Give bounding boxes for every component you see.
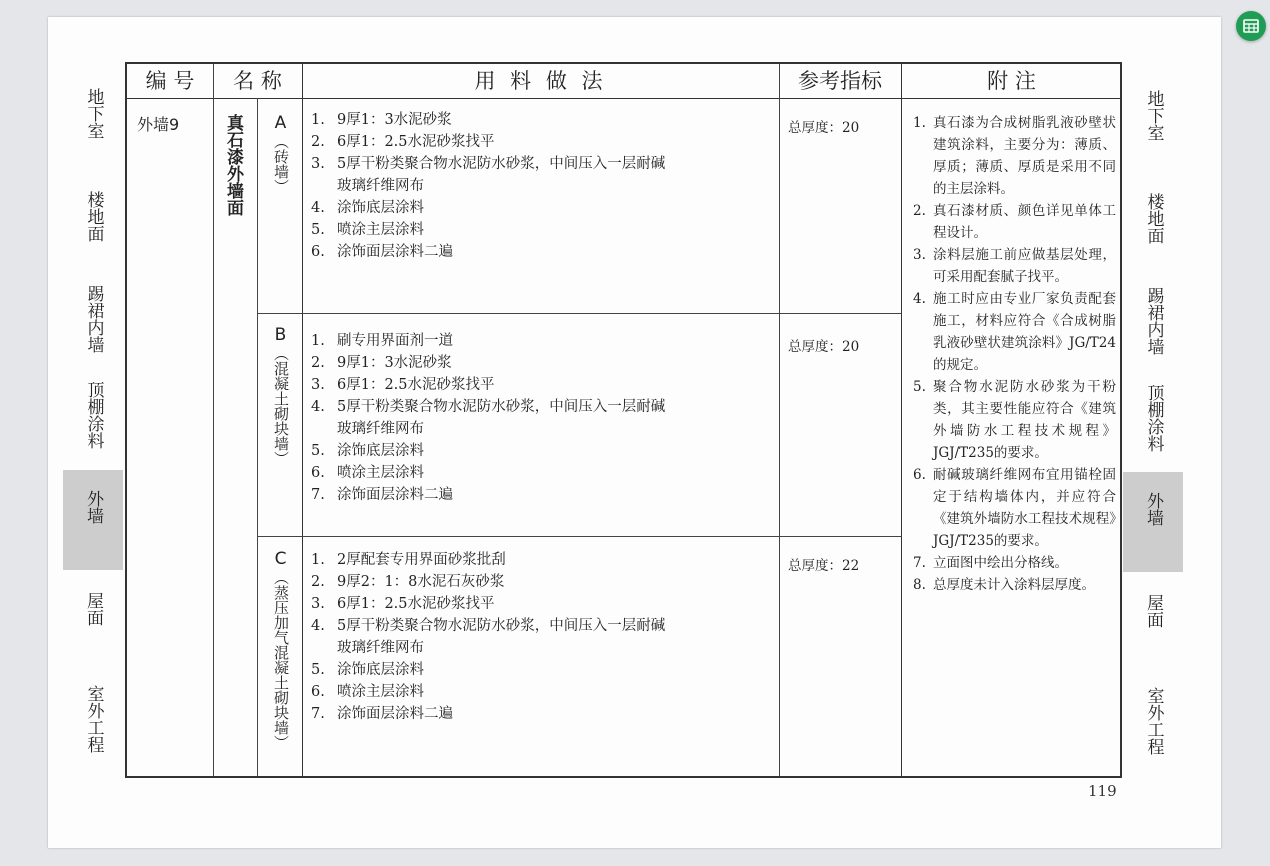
side-tab-basement[interactable]: 地下室: [83, 88, 104, 139]
side-tab-skirting-interior-wall[interactable]: 踢裙内墙: [1143, 287, 1164, 355]
list-item: 3. 6厚1：2.5水泥砂浆找平: [311, 377, 495, 393]
note-item: 6. 耐碱玻璃纤维网布宜用锚栓固定于结构墙体内，并应符合《建筑外墙防水工程技术规程》JGJ/T235的要求。: [913, 467, 1116, 549]
notes-list: [911, 112, 1116, 596]
variant-c: [259, 548, 302, 754]
note-item: 4. 施工时应由专业厂家负责配套施工，材料应符合《合成树脂乳液砂壁状建筑涂料》JG/T24的规定。: [913, 291, 1116, 373]
variant-label: （蒸压加气混凝土砌块墙）: [272, 570, 290, 750]
side-tab-skirting-interior-wall[interactable]: 踢裙内墙: [83, 285, 104, 353]
col-divider: [901, 64, 902, 776]
list-item: 5. 涂饰底层涂料: [311, 662, 424, 678]
note-item: 8. 总厚度未计入涂料层厚度。: [913, 577, 1095, 593]
header-code: 编 号: [145, 69, 195, 93]
side-tab-outdoor-works[interactable]: 室外工程: [1143, 687, 1164, 755]
list-item: 6. 喷涂主层涂料: [311, 684, 424, 700]
steps-c: [311, 549, 771, 725]
col-divider: [213, 64, 214, 776]
note-item: 5. 聚合物水泥防水砂浆为干粉类，其主要性能应符合《建筑外墙防水工程技术规程》JGJ/T235的要求。: [913, 379, 1116, 461]
list-item: 玻璃纤维网布: [337, 421, 424, 437]
list-item: 7. 涂饰面层涂料二遍: [311, 487, 453, 503]
variant-a: [259, 112, 302, 198]
note-item: 2. 真石漆材质、颜色详见单体工程设计。: [913, 203, 1116, 241]
header-notes: 附 注: [987, 69, 1036, 93]
side-tab-outdoor-works[interactable]: 室外工程: [83, 685, 104, 753]
list-item: 5. 喷涂主层涂料: [311, 222, 424, 238]
side-tab-ceiling-paint[interactable]: 顶棚涂料: [1143, 384, 1164, 452]
col-divider: [779, 64, 780, 776]
list-item: 4. 5厚干粉类聚合物水泥防水砂浆，中间压入一层耐碱: [311, 399, 666, 415]
page-number: 119: [1088, 782, 1117, 800]
list-item: 7. 涂饰面层涂料二遍: [311, 706, 453, 722]
side-tab-floor[interactable]: 楼地面: [1143, 193, 1164, 244]
list-item: 5. 涂饰底层涂料: [311, 443, 424, 459]
side-tab-basement[interactable]: 地下室: [1143, 90, 1164, 141]
list-item: 6. 喷涂主层涂料: [311, 465, 424, 481]
col-divider: [302, 64, 303, 776]
thickness-c: 总厚度：22: [788, 558, 860, 574]
thickness-b: 总厚度：20: [788, 339, 860, 355]
side-tab-ceiling-paint[interactable]: 顶棚涂料: [83, 381, 104, 449]
item-name: 真石漆外墙面: [223, 114, 243, 216]
side-tab-floor[interactable]: 楼地面: [83, 191, 104, 242]
steps-b: [311, 330, 771, 506]
header-name: 名 称: [233, 69, 282, 93]
row-divider: [257, 313, 901, 314]
note-item: 3. 涂料层施工前应做基层处理，可采用配套腻子找平。: [913, 247, 1116, 285]
list-item: 玻璃纤维网布: [337, 178, 424, 194]
note-item: 1. 真石漆为合成树脂乳液砂壁状建筑涂料，主要分为：薄质、厚质；薄质、厚质是采用不同的主层涂料。: [913, 115, 1116, 197]
steps-a: [311, 109, 771, 263]
item-code: 外墙9: [137, 115, 180, 134]
list-item: 6. 涂饰面层涂料二遍: [311, 244, 453, 260]
side-tab-exterior-wall[interactable]: 外墙: [83, 490, 103, 524]
construction-table: [125, 62, 1122, 778]
list-item: 4. 5厚干粉类聚合物水泥防水砂浆，中间压入一层耐碱: [311, 618, 666, 634]
variant-b: [259, 324, 302, 470]
variant-letter: B: [274, 325, 287, 345]
header-divider: [127, 98, 1120, 99]
list-item: 2. 6厚1：2.5水泥砂浆找平: [311, 134, 495, 150]
variant-letter: A: [274, 113, 287, 133]
list-item: 1. 2厚配套专用界面砂浆批刮: [311, 552, 506, 568]
side-tab-roof[interactable]: 屋面: [1143, 594, 1163, 628]
list-item: 1. 刷专用界面剂一道: [311, 333, 453, 349]
variant-label: （混凝土砌块墙）: [272, 346, 290, 466]
variant-letter: C: [274, 549, 287, 569]
list-item: 2. 9厚1：3水泥砂浆: [311, 355, 452, 371]
note-item: 7. 立面图中绘出分格线。: [913, 555, 1068, 571]
header-index: 参考指标: [798, 69, 882, 93]
header-method: 用 料 做 法: [474, 69, 607, 93]
variant-label: （砖墙）: [272, 134, 290, 194]
col-divider: [257, 98, 258, 776]
row-divider: [257, 536, 901, 537]
table-icon: [1243, 18, 1259, 34]
list-item: 玻璃纤维网布: [337, 640, 424, 656]
list-item: 3. 6厚1：2.5水泥砂浆找平: [311, 596, 495, 612]
list-item: 1. 9厚1：3水泥砂浆: [311, 112, 452, 128]
table-view-button[interactable]: [1236, 11, 1266, 41]
side-tab-exterior-wall[interactable]: 外墙: [1143, 492, 1163, 526]
thickness-a: 总厚度：20: [788, 120, 860, 136]
list-item: 4. 涂饰底层涂料: [311, 200, 424, 216]
list-item: 3. 5厚干粉类聚合物水泥防水砂浆，中间压入一层耐碱: [311, 156, 666, 172]
side-tab-roof[interactable]: 屋面: [83, 592, 103, 626]
list-item: 2. 9厚2：1：8水泥石灰砂浆: [311, 574, 505, 590]
